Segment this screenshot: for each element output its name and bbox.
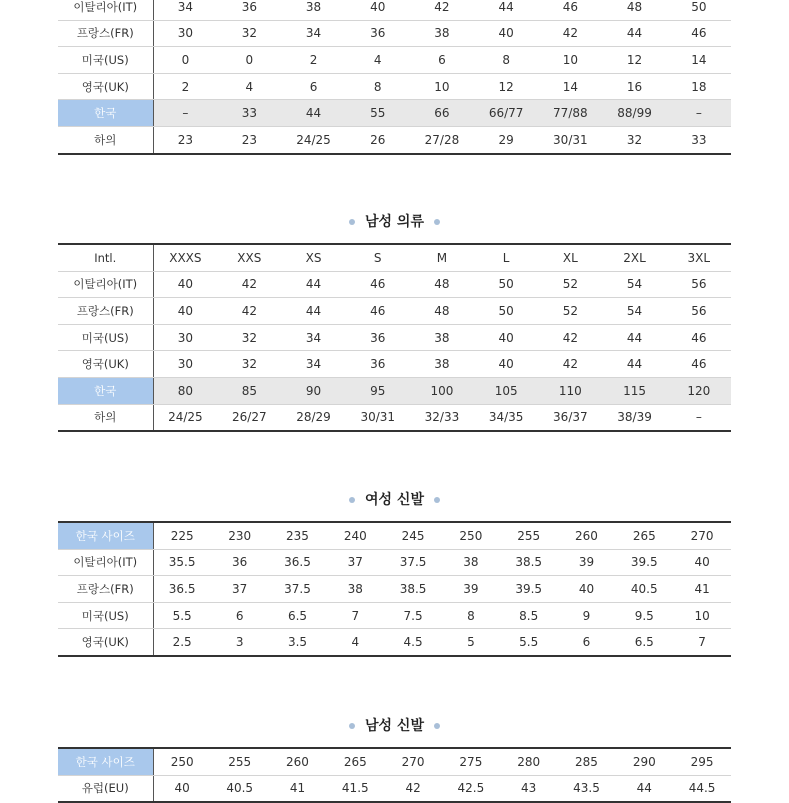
size-cell: 8.5 (500, 602, 558, 629)
table-row (58, 100, 731, 127)
size-cell: 110 (538, 377, 602, 404)
size-cell: 42 (410, 0, 474, 20)
size-cell: 23 (153, 126, 217, 153)
size-cell: L (474, 244, 538, 271)
size-cell: 38/39 (602, 404, 666, 431)
size-cell: 40 (153, 775, 211, 802)
size-cell: XXS (217, 244, 281, 271)
row-label: 이탈리아(IT) (58, 549, 153, 576)
size-cell: 3XL (667, 244, 731, 271)
size-cell: 8 (474, 47, 538, 74)
size-cell: 40 (346, 0, 410, 20)
size-cell: 3.5 (269, 629, 327, 656)
table-row (58, 549, 731, 576)
size-cell: 44 (281, 271, 345, 298)
size-cell: 50 (667, 0, 731, 20)
size-cell: 43.5 (558, 775, 616, 802)
size-cell: 35.5 (153, 549, 211, 576)
size-cell: 29 (474, 126, 538, 153)
size-cell: 46 (667, 20, 731, 47)
size-cell: 27/28 (410, 126, 474, 153)
size-cell: 46 (538, 0, 602, 20)
size-cell: 24/25 (153, 404, 217, 431)
row-label: 유럽(EU) (58, 775, 153, 802)
size-cell: 36 (211, 549, 269, 576)
size-cell: 30/31 (346, 404, 410, 431)
men-shoes-table (58, 747, 731, 803)
size-cell: 37.5 (384, 549, 442, 576)
row-label: 미국(US) (58, 324, 153, 351)
size-cell: 41 (269, 775, 327, 802)
size-cell: 120 (667, 377, 731, 404)
size-cell: 77/88 (538, 100, 602, 127)
size-cell: 34 (281, 351, 345, 378)
table-row (58, 351, 731, 378)
size-cell: 12 (602, 47, 666, 74)
size-cell: 41.5 (326, 775, 384, 802)
size-cell: 42 (217, 271, 281, 298)
size-cell: 2 (281, 47, 345, 74)
table-row (58, 324, 731, 351)
size-cell: 52 (538, 298, 602, 325)
size-cell: 14 (538, 73, 602, 100)
size-cell: 12 (474, 73, 538, 100)
size-cell: 42 (217, 298, 281, 325)
bullet-icon (434, 723, 440, 729)
size-cell: 295 (673, 748, 731, 775)
size-cell: 245 (384, 522, 442, 549)
size-cell: 39.5 (500, 576, 558, 603)
size-cell: 46 (346, 298, 410, 325)
size-cell: 100 (410, 377, 474, 404)
size-cell: 38 (326, 576, 384, 603)
size-cell: 44 (474, 0, 538, 20)
size-cell: – (667, 100, 731, 127)
size-cell: 40 (474, 20, 538, 47)
size-cell: 88/99 (602, 100, 666, 127)
size-cell: 16 (602, 73, 666, 100)
size-cell: 265 (615, 522, 673, 549)
table-row (58, 244, 731, 271)
size-cell: 32 (217, 351, 281, 378)
size-cell: XS (281, 244, 345, 271)
size-cell: 8 (346, 73, 410, 100)
size-cell: 80 (153, 377, 217, 404)
size-cell: 6 (410, 47, 474, 74)
size-cell: 9 (558, 602, 616, 629)
size-cell: 34/35 (474, 404, 538, 431)
size-cell: 34 (281, 20, 345, 47)
row-label: 미국(US) (58, 47, 153, 74)
size-cell: 38 (410, 351, 474, 378)
size-cell: 36.5 (269, 549, 327, 576)
size-cell: 42 (384, 775, 442, 802)
size-cell: 5.5 (153, 602, 211, 629)
size-cell: 42 (538, 324, 602, 351)
size-cell: 285 (558, 748, 616, 775)
size-cell: 40 (558, 576, 616, 603)
table-row (58, 126, 731, 153)
table-row (58, 0, 731, 20)
size-cell: – (667, 404, 731, 431)
table-row (58, 404, 731, 431)
size-cell: 255 (211, 748, 269, 775)
women-shoes-title: 여성 신발 (0, 489, 789, 509)
size-cell: XL (538, 244, 602, 271)
men-shoes-title: 남성 신발 (0, 715, 789, 735)
size-cell: 6 (211, 602, 269, 629)
size-cell: 2XL (602, 244, 666, 271)
size-cell: 10 (673, 602, 731, 629)
men-clothing-title: 남성 의류 (0, 211, 789, 231)
size-cell: 90 (281, 377, 345, 404)
row-label: 영국(UK) (58, 73, 153, 100)
row-label: 영국(UK) (58, 351, 153, 378)
size-cell: 46 (346, 271, 410, 298)
size-cell: 34 (281, 324, 345, 351)
row-label: Intl. (58, 244, 153, 271)
row-label: 프랑스(FR) (58, 20, 153, 47)
size-cell: 40.5 (211, 775, 269, 802)
size-cell: 44.5 (673, 775, 731, 802)
size-cell: 24/25 (281, 126, 345, 153)
size-cell: 55 (346, 100, 410, 127)
size-cell: 46 (667, 324, 731, 351)
size-cell: 275 (442, 748, 500, 775)
size-cell: 37 (326, 549, 384, 576)
row-label: 미국(US) (58, 602, 153, 629)
size-cell: 4 (217, 73, 281, 100)
size-cell: 66/77 (474, 100, 538, 127)
size-cell: 0 (153, 47, 217, 74)
size-cell: 34 (153, 0, 217, 20)
size-cell: 50 (474, 271, 538, 298)
size-cell: 4 (346, 47, 410, 74)
size-cell: 40 (474, 351, 538, 378)
size-cell: 270 (384, 748, 442, 775)
size-cell: 36 (346, 324, 410, 351)
size-cell: 38.5 (500, 549, 558, 576)
bullet-icon (349, 219, 355, 225)
size-cell: 230 (211, 522, 269, 549)
size-cell: 39.5 (615, 549, 673, 576)
size-cell: 40 (153, 298, 217, 325)
size-cell: 250 (153, 748, 211, 775)
size-cell: 32 (217, 20, 281, 47)
size-cell: 38 (410, 324, 474, 351)
size-cell: 30/31 (538, 126, 602, 153)
size-cell: 5.5 (500, 629, 558, 656)
row-label: 한국 (58, 100, 153, 127)
men-clothing-table (58, 243, 731, 432)
size-cell: 240 (326, 522, 384, 549)
table-row (58, 522, 731, 549)
table-row (58, 20, 731, 47)
size-cell: 36 (217, 0, 281, 20)
size-cell: 44 (281, 100, 345, 127)
size-cell: 255 (500, 522, 558, 549)
size-cell: 44 (281, 298, 345, 325)
row-label: 이탈리아(IT) (58, 0, 153, 20)
size-cell: 54 (602, 298, 666, 325)
size-cell: 38 (442, 549, 500, 576)
size-cell: 48 (410, 271, 474, 298)
size-cell: 32/33 (410, 404, 474, 431)
size-cell: 37.5 (269, 576, 327, 603)
size-cell: 48 (410, 298, 474, 325)
table-row (58, 271, 731, 298)
size-cell: 44 (602, 351, 666, 378)
bullet-icon (434, 219, 440, 225)
table-row (58, 602, 731, 629)
size-cell: 265 (326, 748, 384, 775)
size-cell: 40 (474, 324, 538, 351)
size-cell: 290 (615, 748, 673, 775)
women-shoes-table (58, 521, 731, 657)
size-cell: 52 (538, 271, 602, 298)
size-cell: 6.5 (615, 629, 673, 656)
size-cell: 32 (217, 324, 281, 351)
size-cell: 26/27 (217, 404, 281, 431)
row-label: 한국 (58, 377, 153, 404)
size-cell: 2 (153, 73, 217, 100)
size-cell: S (346, 244, 410, 271)
size-cell: 39 (558, 549, 616, 576)
size-cell: 28/29 (281, 404, 345, 431)
size-cell: 40 (673, 549, 731, 576)
size-cell: 280 (500, 748, 558, 775)
table-row (58, 629, 731, 656)
size-cell: 8 (442, 602, 500, 629)
size-cell: 85 (217, 377, 281, 404)
size-cell: 225 (153, 522, 211, 549)
row-label: 한국 사이즈 (58, 748, 153, 775)
size-cell: 42 (538, 20, 602, 47)
size-cell: 2.5 (153, 629, 211, 656)
size-cell: 43 (500, 775, 558, 802)
size-cell: 6 (558, 629, 616, 656)
size-cell: 41 (673, 576, 731, 603)
size-cell: 260 (269, 748, 327, 775)
size-cell: 30 (153, 351, 217, 378)
row-label: 한국 사이즈 (58, 522, 153, 549)
row-label: 프랑스(FR) (58, 576, 153, 603)
size-cell: 30 (153, 20, 217, 47)
size-cell: 42 (538, 351, 602, 378)
size-cell: 26 (346, 126, 410, 153)
row-label: 하의 (58, 126, 153, 153)
size-cell: 235 (269, 522, 327, 549)
size-cell: 50 (474, 298, 538, 325)
size-cell: 36.5 (153, 576, 211, 603)
size-cell: 6 (281, 73, 345, 100)
size-cell: 36 (346, 351, 410, 378)
row-label: 하의 (58, 404, 153, 431)
row-label: 이탈리아(IT) (58, 271, 153, 298)
table-row (58, 377, 731, 404)
size-cell: 33 (667, 126, 731, 153)
size-cell: 44 (602, 324, 666, 351)
size-cell: 48 (602, 0, 666, 20)
size-cell: 40 (153, 271, 217, 298)
size-cell: 32 (602, 126, 666, 153)
size-cell: 39 (442, 576, 500, 603)
row-label: 영국(UK) (58, 629, 153, 656)
bullet-icon (349, 497, 355, 503)
size-cell: 56 (667, 271, 731, 298)
bullet-icon (434, 497, 440, 503)
table-row (58, 748, 731, 775)
size-cell: 115 (602, 377, 666, 404)
size-cell: M (410, 244, 474, 271)
table-row (58, 298, 731, 325)
size-cell: 56 (667, 298, 731, 325)
size-cell: XXXS (153, 244, 217, 271)
table-row (58, 576, 731, 603)
size-cell: 18 (667, 73, 731, 100)
size-cell: 38 (410, 20, 474, 47)
size-cell: 44 (602, 20, 666, 47)
size-cell: 4 (326, 629, 384, 656)
size-cell: 14 (667, 47, 731, 74)
size-cell: 44 (615, 775, 673, 802)
size-cell: 36/37 (538, 404, 602, 431)
size-cell: 38 (281, 0, 345, 20)
size-cell: 270 (673, 522, 731, 549)
table-row (58, 47, 731, 74)
size-cell: 7 (673, 629, 731, 656)
size-cell: 40.5 (615, 576, 673, 603)
size-cell: 36 (346, 20, 410, 47)
size-cell: 6.5 (269, 602, 327, 629)
size-cell: 5 (442, 629, 500, 656)
size-cell: 260 (558, 522, 616, 549)
size-cell: 66 (410, 100, 474, 127)
size-cell: 3 (211, 629, 269, 656)
size-cell: 42.5 (442, 775, 500, 802)
size-cell: 9.5 (615, 602, 673, 629)
size-cell: 46 (667, 351, 731, 378)
size-cell: 54 (602, 271, 666, 298)
size-cell: 10 (410, 73, 474, 100)
row-label: 프랑스(FR) (58, 298, 153, 325)
size-cell: 4.5 (384, 629, 442, 656)
women-clothing-table (58, 0, 731, 155)
size-cell: 37 (211, 576, 269, 603)
size-cell: 250 (442, 522, 500, 549)
size-cell: 0 (217, 47, 281, 74)
size-cell: 7.5 (384, 602, 442, 629)
size-cell: 33 (217, 100, 281, 127)
size-cell: 7 (326, 602, 384, 629)
size-cell: 38.5 (384, 576, 442, 603)
bullet-icon (349, 723, 355, 729)
size-cell: – (153, 100, 217, 127)
table-row (58, 73, 731, 100)
size-cell: 105 (474, 377, 538, 404)
size-cell: 95 (346, 377, 410, 404)
size-cell: 10 (538, 47, 602, 74)
size-cell: 30 (153, 324, 217, 351)
size-cell: 23 (217, 126, 281, 153)
